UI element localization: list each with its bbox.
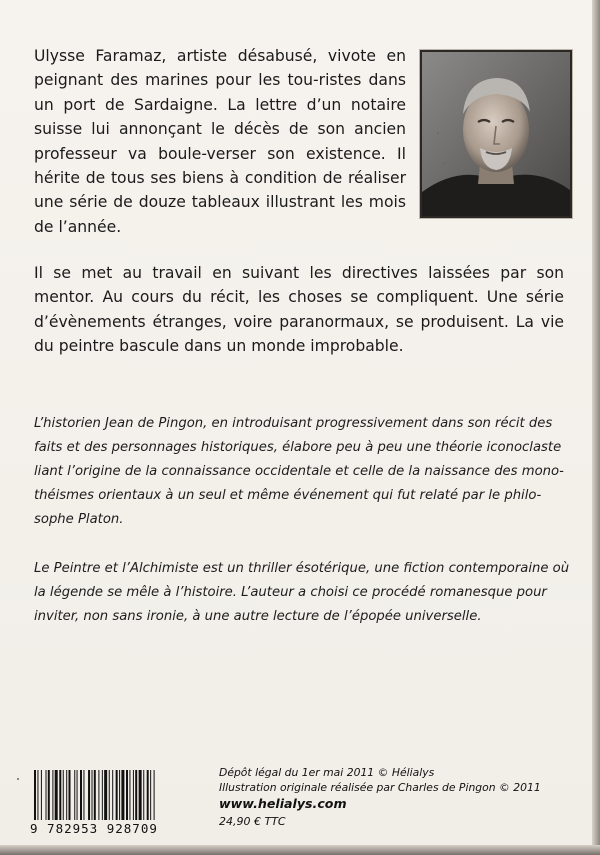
publisher-website: www.helialys.com — [219, 796, 347, 811]
barcode-bar — [98, 770, 99, 820]
barcode-bar — [147, 770, 149, 820]
barcode-bar — [154, 770, 155, 820]
barcode-bar — [129, 770, 130, 820]
barcode-bar — [37, 770, 38, 820]
author-portrait-image — [422, 52, 570, 216]
barcode-bar — [41, 770, 42, 820]
barcode-bar — [59, 770, 61, 820]
barcode-bar — [112, 770, 113, 820]
barcode-icon — [32, 770, 202, 820]
price: 24,90 € TTC — [219, 815, 286, 828]
cover-edge-bottom — [0, 845, 600, 855]
speck — [444, 162, 446, 164]
barcode-bar — [55, 770, 58, 820]
illustration-credit: Illustration originale réalisée par Charles de Pingon © 2011 — [219, 781, 541, 794]
barcode-bar — [135, 770, 137, 820]
synopsis-paragraph-2: Il se met au travail en suivant les directives laissées par son mentor. Au cours du récit, les choses se compliquent. Une série d’évènements étranges, voire paranormaux, se produisent. La vie du peintre bascule dans un monde improbable. — [34, 264, 564, 356]
synopsis-paragraph-1: Ulysse Faramaz, artiste désabusé, vivote en peignant des marines pour les tou-ristes dans un port de Sardaigne. La lettre d’un notaire suisse lui annonçant le décès de son ancien professeur va boule-verser son existence. Il hérite de tous ses biens à condition de réaliser une série de douze tableaux illustrant les mois de l’année. — [34, 47, 406, 236]
barcode-bar — [48, 770, 50, 820]
barcode-bar — [66, 770, 67, 820]
historian-paragraph: L’historien Jean de Pingon, en introduisant progressivement dans son récit des faits et des personnages historiques, élabore peu à peu une théorie iconoclaste liant l’origine de la connaissance occidentale et celle de la naissance des mono-théismes orientaux à un seul et même événement qui fut relaté par le philo-sophe Platon. — [34, 416, 564, 527]
barcode-bar — [102, 770, 103, 820]
barcode-bar — [34, 770, 36, 820]
barcode-bar — [83, 770, 84, 820]
barcode-bar — [63, 770, 64, 820]
legal-deposit: Dépôt légal du 1er mai 2011 © Hélialys — [219, 766, 435, 779]
genre-paragraph: Le Peintre et l’Alchimiste est un thriller ésotérique, une fiction contemporaine où la légende se mêle à l’histoire. L’auteur a choisi ce procédé romanesque pour inviter, non sans ironie, à une autre lecture de l’épopée universelle. — [34, 561, 570, 624]
barcode-bar — [46, 770, 47, 820]
barcode-bar — [109, 770, 110, 820]
barcode-bar — [133, 770, 134, 820]
barcode-bar — [52, 770, 53, 820]
barcode-bar — [88, 770, 90, 820]
isbn-barcode — [32, 770, 202, 820]
barcode-bar — [77, 770, 78, 820]
barcode-bar — [139, 770, 142, 820]
barcode-bar — [80, 770, 82, 820]
barcode-bar — [143, 770, 144, 820]
barcode-bar — [126, 770, 128, 820]
barcode-bar — [121, 770, 124, 820]
barcode-bar — [104, 770, 107, 820]
barcode-bar — [74, 770, 75, 820]
barcode-bar — [94, 770, 96, 820]
author-photo — [420, 50, 572, 218]
barcode-bar — [119, 770, 120, 820]
speck — [17, 778, 19, 780]
cover-edge-right — [592, 0, 600, 855]
speck — [437, 132, 439, 134]
barcode-bar — [92, 770, 93, 820]
isbn-number: 9 782953 928709 — [30, 821, 158, 836]
publisher-info — [219, 765, 559, 830]
barcode-bar — [69, 770, 71, 820]
barcode-bar — [150, 770, 151, 820]
barcode-bar — [116, 770, 118, 820]
